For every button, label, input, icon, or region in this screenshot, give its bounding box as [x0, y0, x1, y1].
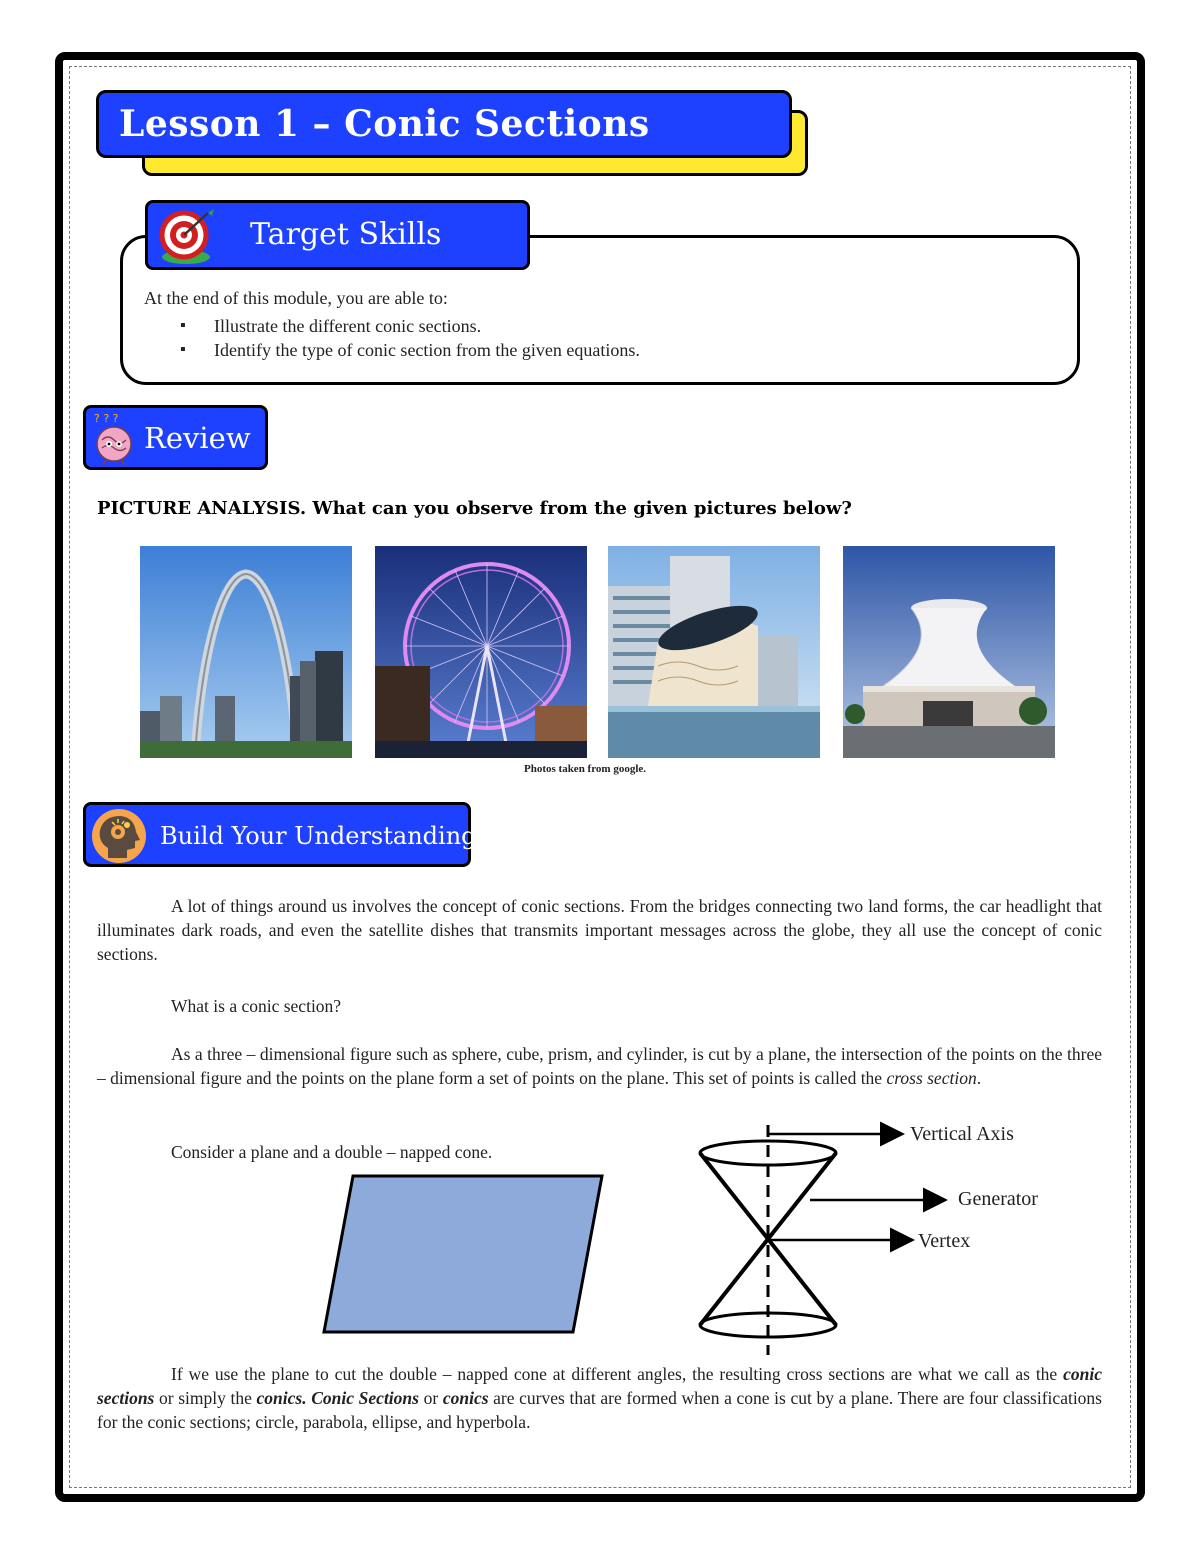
generator-label: Generator	[958, 1188, 1038, 1210]
skills-intro: At the end of this module, you are able to:	[144, 288, 448, 308]
conic-sections-definition-term: Conic Sections	[311, 1388, 419, 1408]
conics-definition-term: conics	[442, 1388, 489, 1408]
list-item: ▪ Illustrate the different conic sections.	[180, 314, 640, 338]
skills-list	[180, 314, 640, 362]
build-understanding-tab	[83, 802, 477, 867]
vertical-axis-label: Vertical Axis	[910, 1123, 1014, 1145]
hyperboloid-building-photo	[843, 546, 1055, 758]
double-napped-cone-figure	[695, 1120, 955, 1360]
title-banner	[96, 90, 792, 158]
plane-figure	[320, 1172, 610, 1338]
tilted-cylinder-building-photo	[608, 546, 820, 758]
head-gears-icon	[90, 808, 148, 869]
review-tab	[83, 405, 268, 470]
conics-term: conics.	[256, 1388, 307, 1408]
cross-section-term: cross section	[886, 1068, 977, 1088]
conic-sections-term: conic sections	[97, 1364, 1102, 1408]
question-paragraph: What is a conic section?	[171, 996, 342, 1016]
vertex-label: Vertex	[918, 1230, 971, 1252]
target-skills-tab	[145, 200, 530, 270]
photo-caption: Photos taken from google.	[524, 763, 647, 775]
ferris-wheel-photo	[375, 546, 587, 758]
intro-paragraph: A lot of things around us involves the concept of conic sections. From the bridges connecting two land forms, the car headlight that illuminates dark roads, and even the satellite dishes that transmits important messages across the globe, they all use the concept of conic sections.	[97, 896, 1102, 964]
build-understanding-heading: Build Your Understanding	[160, 822, 477, 850]
lesson-title: Lesson 1 – Conic Sections	[119, 103, 650, 145]
thinking-brain-icon	[88, 410, 140, 471]
picture-analysis-prompt: PICTURE ANALYSIS. What can you observe from the given pictures below?	[97, 498, 852, 519]
target-skills-heading: Target Skills	[250, 217, 442, 252]
conic-sections-paragraph: If we use the plane to cut the double – napped cone at different angles, the resulting cross sections are what we call as the conic sections or simply the conics. Conic Sections or conics are curves that are formed when a cone is cut by a plane. There are four classifications for the conic sections; circle, parabola, ellipse, and hyperbola.	[97, 1364, 1102, 1432]
cross-section-paragraph: As a three – dimensional figure such as sphere, cube, prism, and cylinder, is cut by a plane, the intersection of the points on the three – dimensional figure and the points on the plane form a set of points on the plane. This set of points is called the cross section.	[97, 1044, 1102, 1088]
gateway-arch-photo	[140, 546, 352, 758]
target-icon	[154, 205, 218, 272]
review-heading: Review	[144, 421, 251, 455]
consider-paragraph: Consider a plane and a double – napped cone.	[171, 1142, 493, 1162]
list-item: ▪ Identify the type of conic section from the given equations.	[180, 338, 640, 362]
svg-text:? ? ?: ? ? ?	[94, 412, 119, 425]
